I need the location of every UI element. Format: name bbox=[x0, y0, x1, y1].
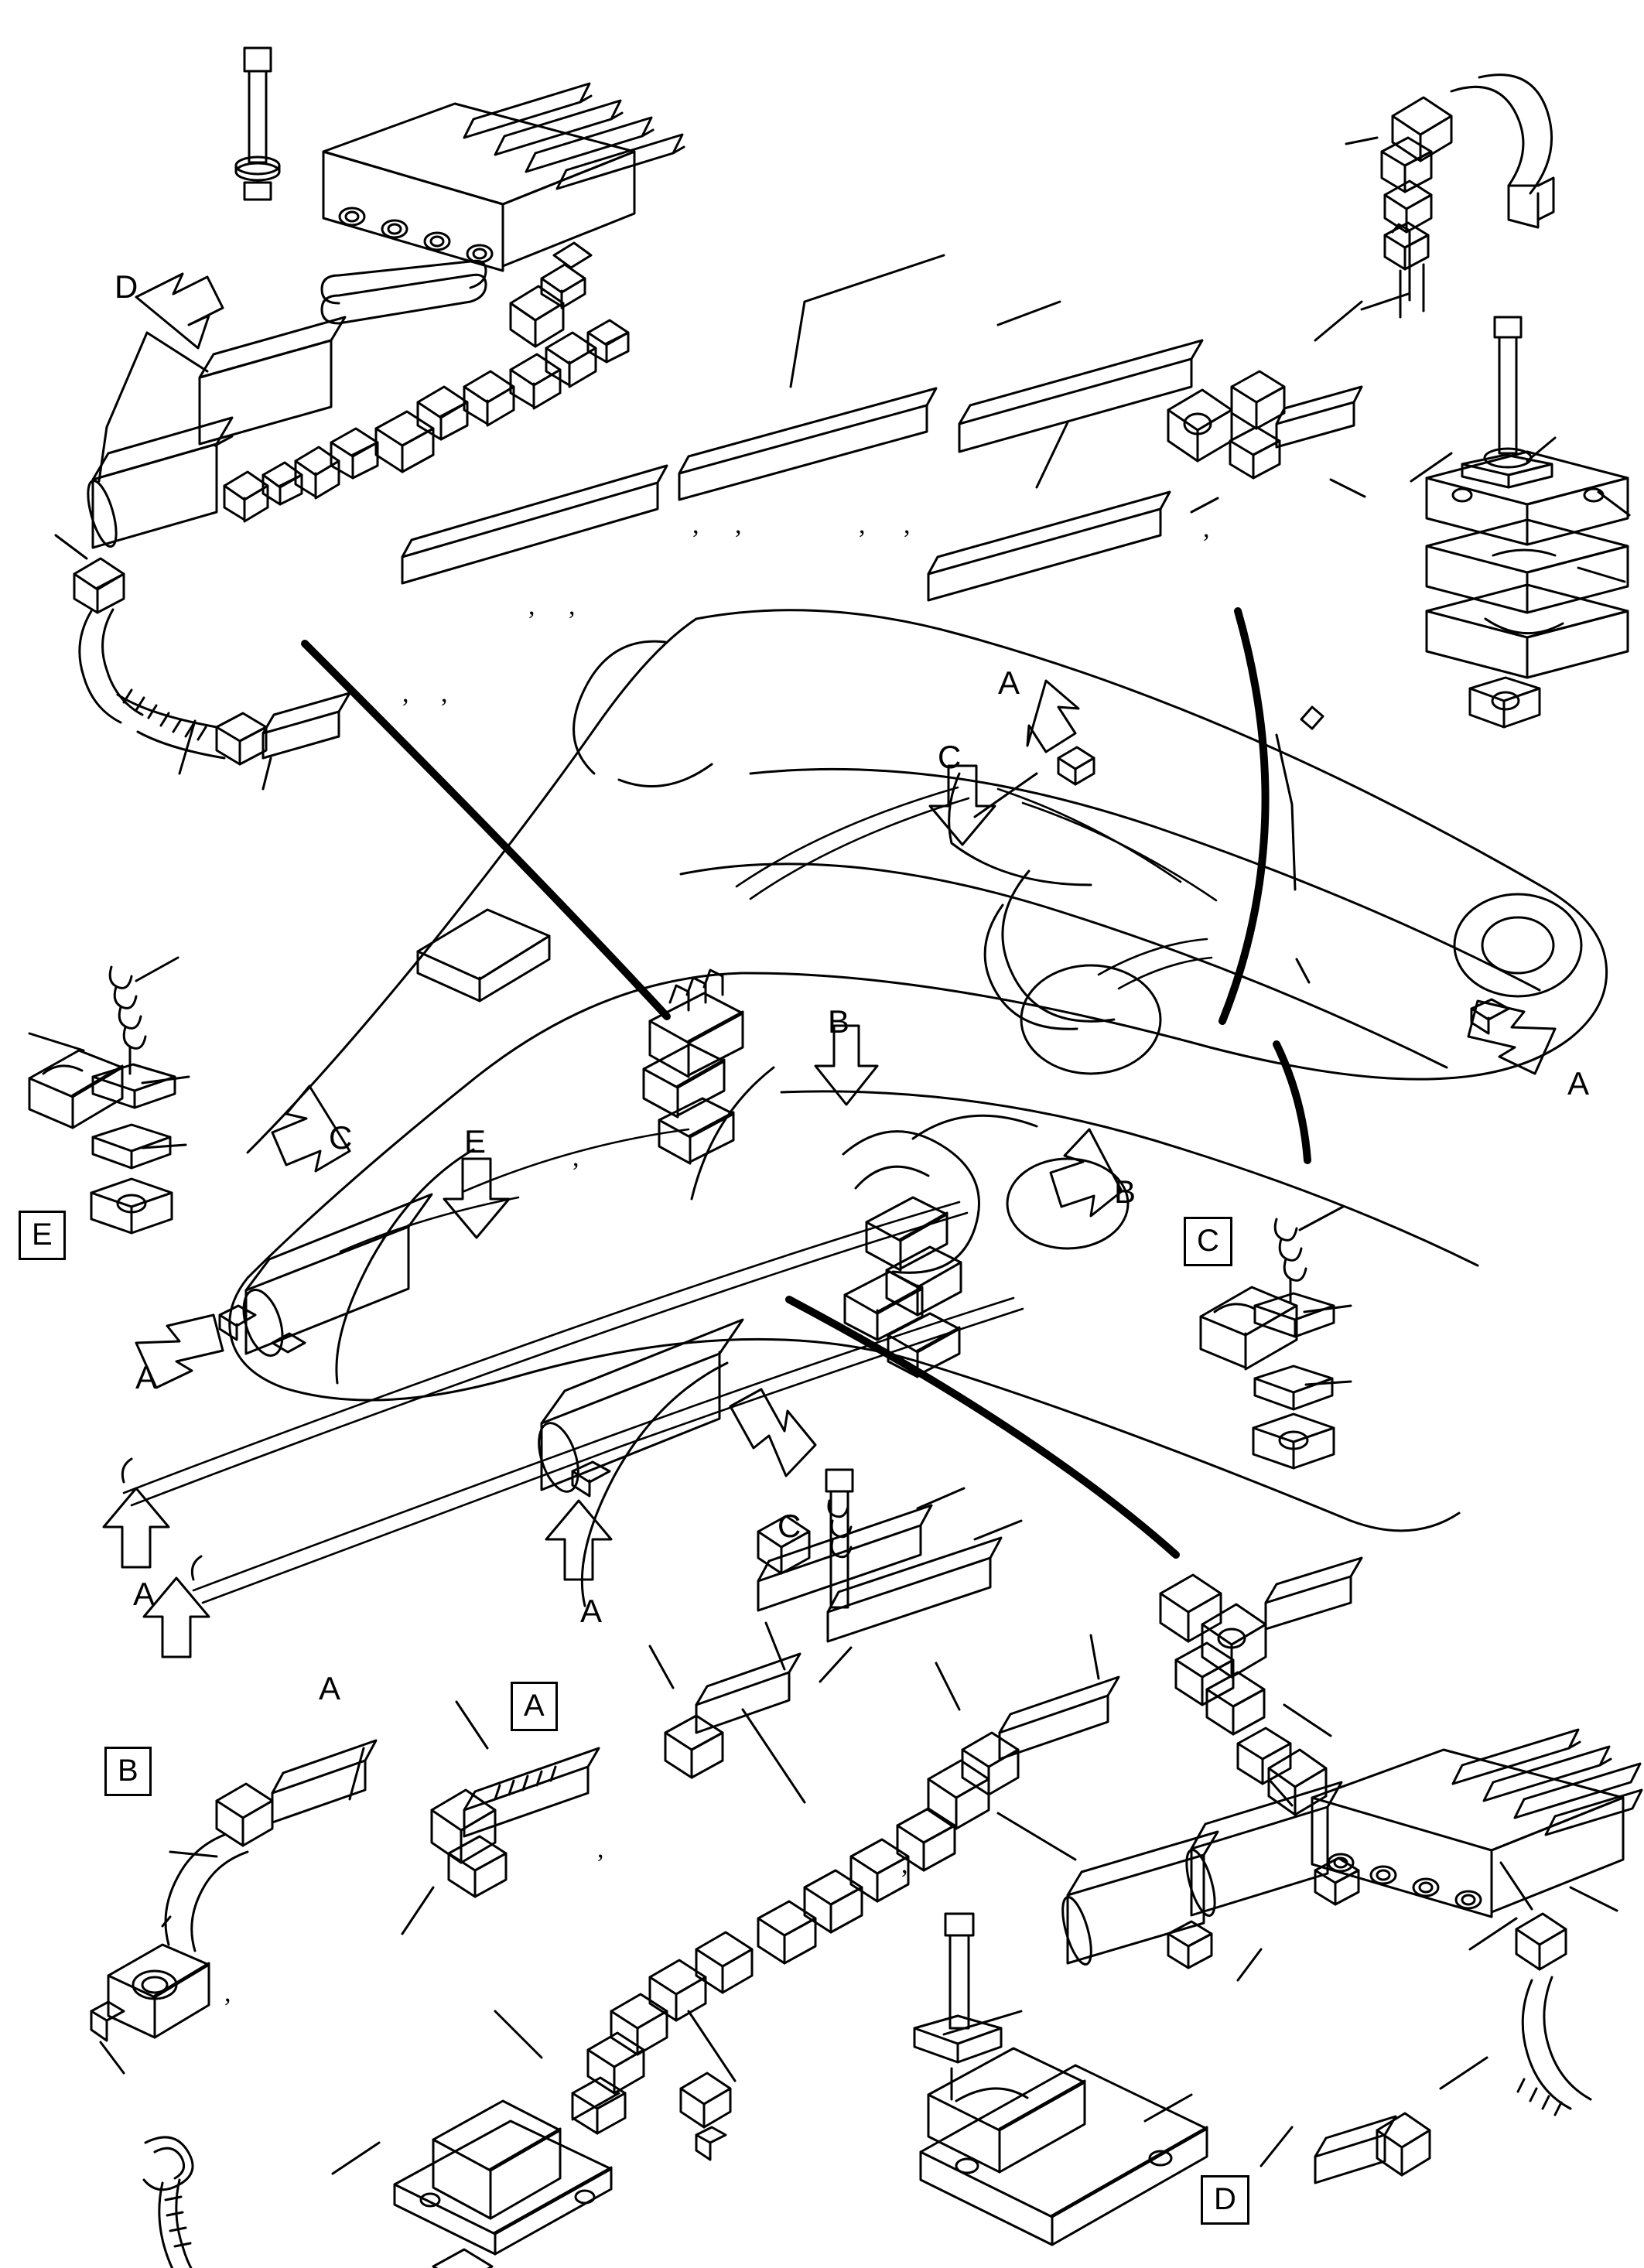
separator-comma: , bbox=[901, 1850, 908, 1879]
elbow-assembly-top-right bbox=[1346, 75, 1553, 317]
callout-letter-A-left3: A bbox=[319, 1670, 341, 1706]
emphasis-arcs bbox=[305, 611, 1307, 1555]
callout-box-C-right: C bbox=[1184, 1217, 1232, 1266]
callout-letter-C-left: C bbox=[329, 1119, 353, 1156]
center-bottom-tubes bbox=[758, 1470, 1021, 1682]
bottom-rod-assembly-A bbox=[402, 1623, 800, 1934]
upper-tube-runs bbox=[402, 255, 1202, 583]
accumulator-cylinder-left bbox=[82, 317, 345, 549]
callout-arrows bbox=[104, 274, 1555, 1657]
separator-comma: , bbox=[569, 592, 576, 620]
callout-box-A-bottom: A bbox=[511, 1682, 558, 1731]
center-valve-blocks bbox=[644, 970, 961, 1377]
bottom-fitting-chain bbox=[495, 1635, 1119, 2160]
separator-comma: , bbox=[572, 1143, 579, 1172]
callout-box-E-left: E bbox=[19, 1211, 66, 1260]
callout-box-B-bottom: B bbox=[104, 1747, 152, 1796]
clamp-stack-right bbox=[1411, 317, 1629, 727]
callout-letter-A-center: A bbox=[998, 664, 1020, 701]
callout-letter-B-right: B bbox=[1114, 1173, 1136, 1210]
callout-letter-B-center: B bbox=[828, 1003, 850, 1040]
callout-letter-D-top: D bbox=[114, 268, 138, 305]
callout-letter-A-left2: A bbox=[133, 1576, 156, 1612]
upper-manifold-group bbox=[236, 48, 684, 347]
callout-letter-C-mid: C bbox=[778, 1508, 801, 1544]
separator-comma: , bbox=[735, 511, 742, 539]
separator-comma: , bbox=[597, 1835, 604, 1863]
separator-comma: , bbox=[692, 511, 699, 539]
separator-comma: , bbox=[528, 592, 535, 620]
cable-tie bbox=[144, 2137, 212, 2268]
clamp-exploded-left bbox=[29, 958, 189, 1233]
separator-comma: , bbox=[859, 511, 866, 539]
hose-spring-guard-left bbox=[56, 535, 350, 789]
callout-letter-A-mid: A bbox=[580, 1593, 603, 1629]
callout-letter-A-right: A bbox=[1567, 1065, 1590, 1102]
callout-box-D-bottom: D bbox=[1201, 2175, 1249, 2225]
callout-letter-C-center: C bbox=[938, 739, 962, 775]
bottom-bolt-center bbox=[914, 1914, 1207, 2245]
callout-letter-E-center: E bbox=[464, 1123, 487, 1160]
tee-fitting-upper-right bbox=[1168, 302, 1365, 497]
lower-manifold-group bbox=[1160, 1558, 1642, 2183]
separator-comma: , bbox=[1203, 514, 1210, 543]
separator-comma: , bbox=[402, 679, 409, 708]
separator-comma: , bbox=[904, 511, 911, 539]
boom-structure bbox=[230, 610, 1607, 1606]
callout-letter-A-left1: A bbox=[135, 1359, 158, 1395]
separator-comma: , bbox=[224, 1979, 231, 2007]
separator-comma: , bbox=[441, 679, 448, 708]
